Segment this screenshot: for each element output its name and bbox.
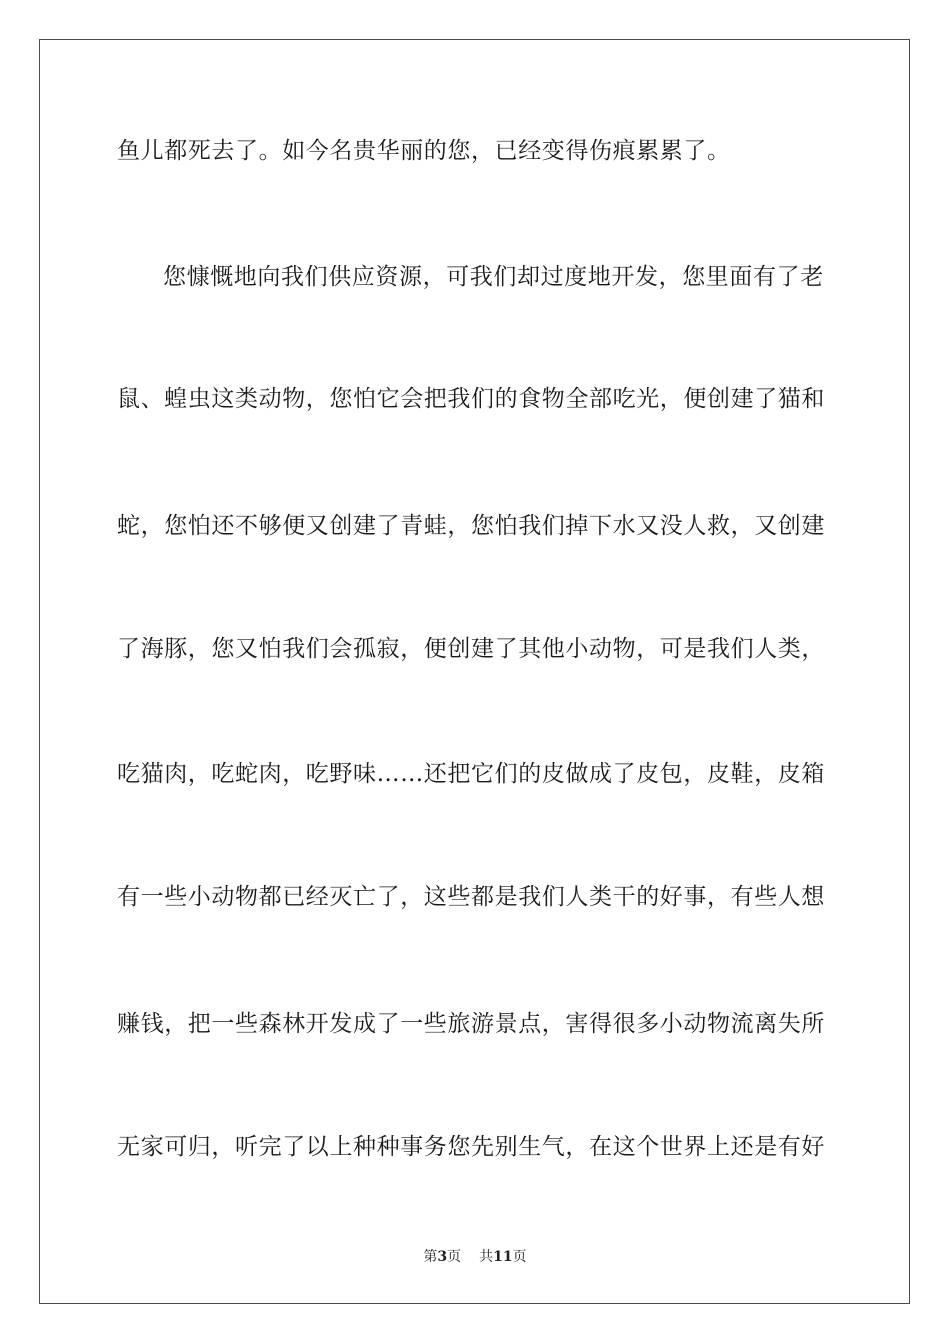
text-line-3: 鼠、蝗虫这类动物，您怕它会把我们的食物全部吃光，便创建了猫和 — [117, 386, 825, 412]
text-line-5: 了海豚，您又怕我们会孤寂，便创建了其他小动物，可是我们人类， — [117, 636, 825, 662]
current-page-number: 3 — [437, 1249, 448, 1265]
page-border — [39, 39, 910, 1304]
page-suffix: 页 — [447, 1249, 462, 1265]
text-line-2: 您慷慨地向我们供应资源，可我们却过度地开发，您里面有了老 — [163, 264, 824, 290]
total-page-count: 11 — [493, 1249, 513, 1265]
text-line-6: 吃猫肉，吃蛇肉，吃野味……还把它们的皮做成了皮包，皮鞋，皮箱 — [117, 761, 825, 787]
page-prefix: 第 — [423, 1249, 438, 1265]
text-line-1: 鱼儿都死去了。如今名贵华丽的您，已经变得伤痕累累了。 — [117, 138, 731, 164]
total-prefix: 共 — [479, 1249, 494, 1265]
text-line-9: 无家可归，听完了以上种种事务您先别生气，在这个世界上还是有好 — [117, 1134, 825, 1160]
text-line-8: 赚钱，把一些森林开发成了一些旅游景点，害得很多小动物流离失所 — [117, 1011, 825, 1037]
total-suffix: 页 — [512, 1249, 527, 1265]
text-line-7: 有一些小动物都已经灭亡了，这些都是我们人类干的好事，有些人想 — [117, 884, 825, 910]
text-line-4: 蛇，您怕还不够便又创建了青蛙，您怕我们掉下水又没人救，又创建 — [117, 513, 825, 539]
page-footer — [0, 1248, 950, 1266]
